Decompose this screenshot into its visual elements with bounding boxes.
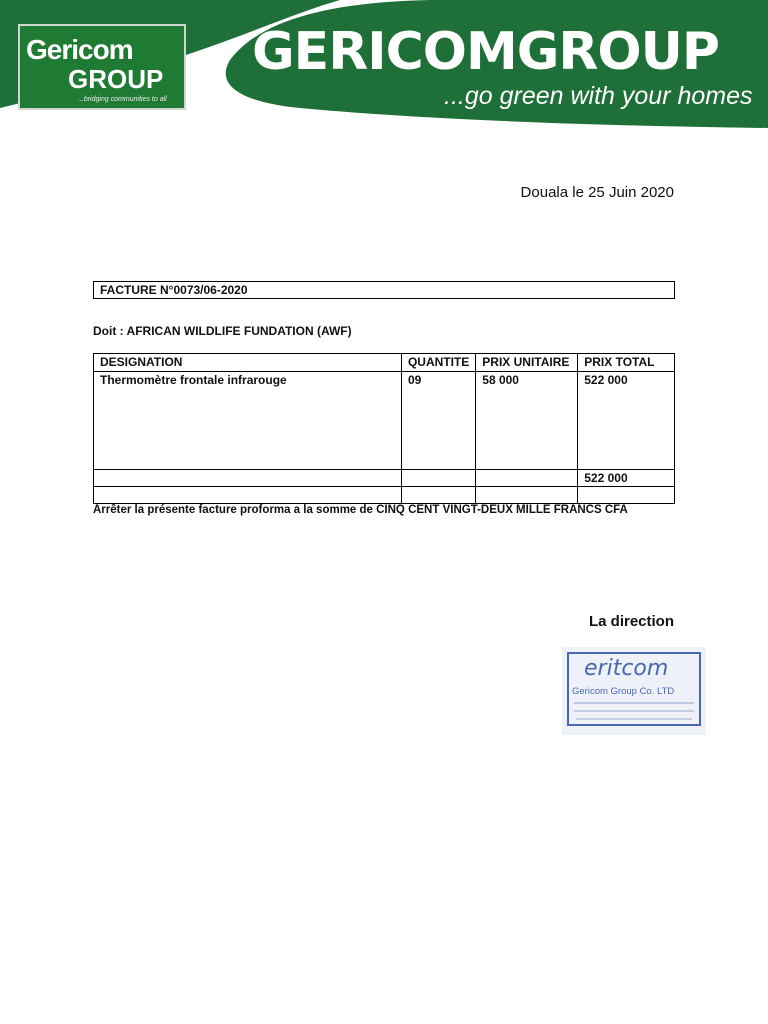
stamp-logo: eritcom [584,656,669,681]
blank-cell [401,487,475,504]
table-blank-row [94,487,675,504]
stamp-graphic [562,647,706,735]
cell-quantite: 09 [401,372,475,470]
client-prefix: Doit : [93,324,127,338]
brand-title: GERICOMGROUP [252,22,719,82]
logo-line1: Gericom [26,34,133,65]
cell-prix-unitaire: 58 000 [476,372,578,470]
stamp-company: Gericom Group Co. LTD [572,686,675,697]
logo-line2: GROUP [68,64,164,94]
letterhead [0,0,768,135]
table-row [94,372,675,470]
header-prix-unitaire: PRIX UNITAIRE [476,354,578,372]
total-empty-cell [94,470,402,487]
company-stamp [562,647,706,735]
table-total-row [94,470,675,487]
header-quantite: QUANTITE [401,354,475,372]
date-line: Douala le 25 Juin 2020 [520,184,674,201]
total-empty-cell [401,470,475,487]
amount-in-words: Arrêter la présente facture proforma a la somme de CINQ CENT VINGT-DEUX MILLE FRANCS CFA [93,504,628,516]
total-value: 522 000 [578,470,675,487]
invoice-table [93,353,675,504]
client-name: AFRICAN WILDLIFE FUNDATION (AWF) [126,324,352,338]
blank-cell [476,487,578,504]
cell-prix-total: 522 000 [578,372,675,470]
brand-tagline: ...go green with your homes [444,82,753,110]
header-designation: DESIGNATION [94,354,402,372]
company-logo [18,24,186,110]
table-header-row [94,354,675,372]
signature-label: La direction [588,613,674,630]
invoice-number: FACTURE N°0073/06-2020 [93,281,675,299]
logo-tagline: ...bridging communities to all [78,96,167,103]
client-line [93,324,352,338]
cell-designation: Thermomètre frontale infrarouge [94,372,402,470]
blank-cell [578,487,675,504]
total-empty-cell [476,470,578,487]
blank-cell [94,487,402,504]
header-prix-total: PRIX TOTAL [578,354,675,372]
